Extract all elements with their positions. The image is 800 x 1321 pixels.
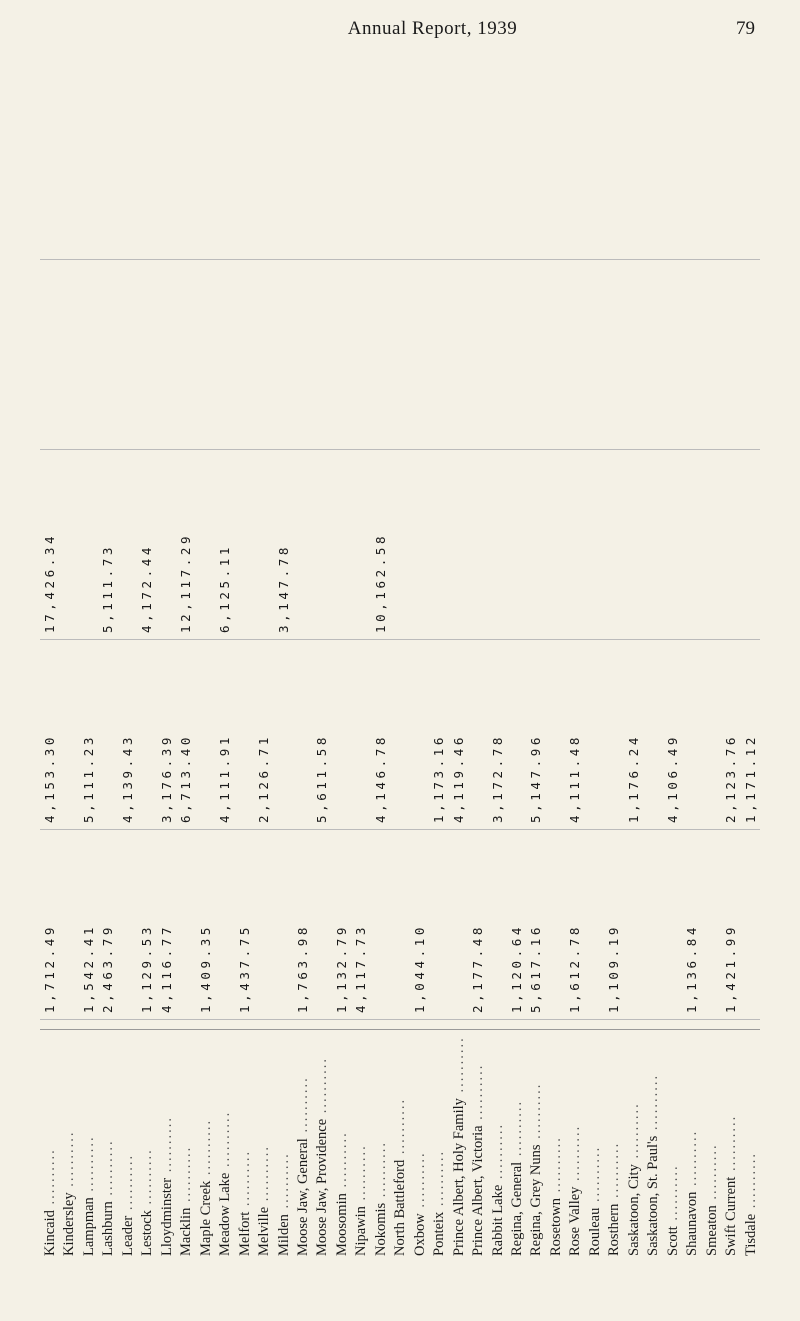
hospital-name-text: Swift Current: [723, 1176, 740, 1256]
figure-cell: 1,421.99: [723, 923, 739, 1013]
figure-cell: 1,120.64: [509, 923, 525, 1013]
hospital-name-text: Regina, Grey Nuns: [528, 1144, 545, 1256]
figure-cell: 3,147.78: [275, 543, 291, 633]
hospital-name: [390, 1034, 410, 1256]
leader-dots: ..........: [158, 1115, 175, 1178]
hospital-name-text: Macklin: [178, 1207, 195, 1256]
figure-cell: 4,111.48: [567, 733, 583, 823]
leader-dots: ..........: [100, 1139, 117, 1202]
figure-cell: 10,162.58: [372, 532, 388, 633]
hospital-name: [312, 1034, 332, 1256]
hospital-name-text: Kindersley: [61, 1192, 78, 1256]
hospital-name-text: Oxbow: [411, 1213, 428, 1256]
leader-dots: ..........: [236, 1149, 253, 1212]
leader-dots: ..........: [353, 1144, 370, 1207]
hospital-name: [254, 1034, 274, 1256]
hospital-name-text: Prince Albert, Holy Family: [450, 1098, 467, 1256]
hospital-name-text: Melville: [256, 1206, 273, 1256]
hospital-name-text: Rouleau: [586, 1207, 603, 1256]
hospital-name: [235, 1034, 255, 1256]
figure-cell: 5,611.58: [314, 733, 330, 823]
hospital-name-text: Saskatoon, City: [625, 1164, 642, 1256]
hospital-name: [565, 1034, 585, 1256]
figure-cell: 1,542.41: [80, 923, 96, 1013]
hospital-name-text: Tisdale: [742, 1213, 759, 1256]
figure-cell: 4,106.49: [664, 733, 680, 823]
leader-dots: ..........: [606, 1141, 623, 1204]
hospital-name: [351, 1034, 371, 1256]
hospital-name: [332, 1034, 352, 1256]
figure-cell: 2,177.48: [470, 923, 486, 1013]
hospital-name: [79, 1034, 99, 1256]
rotated-table-inner: [40, 60, 760, 1260]
hospital-name: [507, 1034, 527, 1256]
figure-cell: 4,139.43: [119, 733, 135, 823]
leader-dots: ..........: [42, 1148, 58, 1211]
figure-cell: 5,111.73: [100, 543, 116, 633]
hospital-name: [643, 1034, 663, 1256]
figure-cell: 1,129.53: [139, 923, 155, 1013]
hospital-name: [410, 1034, 430, 1256]
hospital-name: [624, 1034, 644, 1256]
hospital-name-text: Milden: [275, 1214, 292, 1256]
leader-dots: ..........: [586, 1145, 603, 1208]
leader-dots: ..........: [450, 1036, 467, 1099]
leader-dots: ..........: [178, 1145, 195, 1208]
figure-cell: 1,712.49: [42, 923, 57, 1013]
figure-cell: 4,117.73: [353, 923, 369, 1013]
figure-cell: 2,463.79: [100, 923, 116, 1013]
hospital-name-text: Maple Creek: [197, 1180, 214, 1256]
figure-cell: 5,147.96: [528, 733, 544, 823]
leader-dots: ..........: [392, 1097, 409, 1160]
figure-cell: 3,176.39: [158, 733, 174, 823]
figure-cell: 4,172.44: [139, 543, 155, 633]
leader-dots: ..........: [489, 1122, 506, 1185]
leader-dots: ..........: [80, 1135, 97, 1198]
leader-dots: ..........: [333, 1131, 350, 1194]
figure-column: [40, 261, 760, 450]
leader-dots: ..........: [256, 1144, 273, 1207]
hospital-name: [371, 1034, 391, 1256]
hospital-name-text: North Battleford: [392, 1159, 409, 1256]
figure-cell: 1,132.79: [333, 923, 349, 1013]
hospital-name-text: Scott: [664, 1226, 681, 1256]
leader-dots: ..........: [139, 1148, 156, 1211]
hospital-name: [449, 1034, 469, 1256]
hospital-name: [274, 1034, 294, 1256]
figures-area: [40, 70, 760, 1020]
figure-column: [40, 451, 760, 640]
leader-dots: ..........: [664, 1164, 681, 1227]
hospital-name-text: Ponteix: [431, 1211, 448, 1256]
hospital-name-text: Nokomis: [372, 1202, 389, 1256]
figure-cell: 4,119.46: [450, 733, 466, 823]
figure-cell: 1,171.12: [742, 733, 758, 823]
leader-dots: ..........: [470, 1063, 487, 1126]
leader-dots: ..........: [431, 1149, 448, 1212]
hospital-name-text: Kincaid: [42, 1210, 58, 1256]
rotated-table-wrapper: [40, 60, 760, 1260]
figure-cell: 1,437.75: [236, 923, 252, 1013]
hospital-name: [98, 1034, 118, 1256]
figure-cell: 1,173.16: [431, 733, 447, 823]
hospital-name: [215, 1034, 235, 1256]
hospital-name: [176, 1034, 196, 1256]
page-header: [110, 14, 755, 50]
hospital-name: [157, 1034, 177, 1256]
figure-cell: 1,612.78: [567, 923, 583, 1013]
hospital-name-text: Regina, General: [509, 1161, 526, 1256]
hospital-name: [585, 1034, 605, 1256]
figure-cell: 1,044.10: [411, 923, 427, 1013]
leader-dots: ..........: [197, 1118, 214, 1181]
leader-dots: ..........: [567, 1124, 584, 1187]
hospital-name: [196, 1034, 216, 1256]
figure-column: [40, 831, 760, 1020]
hospital-name: [663, 1034, 683, 1256]
hospital-name-text: Lampman: [80, 1197, 97, 1256]
leader-dots: ..........: [547, 1136, 564, 1198]
hospital-name-text: Lashburn: [100, 1201, 117, 1256]
leader-dots: ..........: [294, 1076, 311, 1139]
hospital-name: [546, 1034, 566, 1256]
hospital-name-text: Moose Jaw, Providence: [314, 1118, 331, 1256]
figure-cell: 4,111.91: [217, 733, 233, 823]
figure-cell: 1,176.24: [625, 733, 641, 823]
figure-cell: 1,136.84: [684, 923, 700, 1013]
hospital-name-text: Melfort: [236, 1211, 253, 1256]
leader-dots: ..........: [625, 1102, 642, 1165]
hospital-name-text: Smeaton: [703, 1205, 720, 1256]
figure-cell: 6,125.11: [217, 543, 233, 633]
figure-cell: 4,153.30: [42, 733, 57, 823]
hospital-name-text: Nipawin: [353, 1206, 370, 1256]
hospital-name-text: Moose Jaw, General: [294, 1138, 311, 1256]
hospital-name-text: Prince Albert, Victoria: [470, 1125, 487, 1256]
page-number: 79: [736, 18, 755, 39]
leader-dots: ..........: [314, 1056, 331, 1119]
leader-dots: ..........: [509, 1099, 526, 1162]
figure-cell: 12,117.29: [178, 532, 194, 633]
figure-cell: 5,617.16: [528, 923, 544, 1013]
hospital-name: [429, 1034, 449, 1256]
leader-dots: ..........: [411, 1151, 428, 1214]
hospital-name: [137, 1034, 157, 1256]
leader-dots: ..........: [61, 1130, 78, 1193]
leader-dots: ..........: [119, 1153, 136, 1216]
leader-dots: ..........: [372, 1140, 389, 1203]
hospital-name: [488, 1034, 508, 1256]
hospital-name: [721, 1034, 741, 1256]
hospital-name: [741, 1034, 761, 1256]
hospital-name-text: Rabbit Lake: [489, 1184, 506, 1256]
figure-cell: 5,111.23: [80, 733, 96, 823]
hospital-name-text: Rose Valley: [567, 1186, 584, 1256]
figure-cell: 1,763.98: [294, 923, 310, 1013]
figure-cell: 6,713.40: [178, 733, 194, 823]
figure-cell: 1,109.19: [606, 923, 622, 1013]
hospital-name: [526, 1034, 546, 1256]
hospital-name-column: [40, 1029, 760, 1260]
hospital-name-text: Moosomin: [333, 1193, 350, 1256]
figure-cell: 4,116.77: [158, 923, 174, 1013]
figure-cell: 17,426.34: [42, 532, 57, 633]
hospital-name: [118, 1034, 138, 1256]
hospital-name: [293, 1034, 313, 1256]
page-title: Annual Report, 1939: [347, 18, 518, 39]
hospital-name: [604, 1034, 624, 1256]
hospital-name-text: Saskatoon, St. Paul's: [645, 1135, 662, 1256]
hospital-name-text: Shaunavon: [684, 1191, 701, 1256]
leader-dots: ..........: [528, 1082, 545, 1145]
figure-cell: 4,146.78: [372, 733, 388, 823]
leader-dots: ..........: [703, 1143, 720, 1206]
hospital-name-text: Rosthern: [606, 1203, 623, 1256]
hospital-name-text: Meadow Lake: [217, 1172, 234, 1256]
hospital-name: [468, 1034, 488, 1256]
financial-table: [40, 60, 760, 1260]
figure-column: [40, 71, 760, 260]
leader-dots: ..........: [742, 1151, 759, 1214]
hospital-name: [682, 1034, 702, 1256]
figure-column: [40, 641, 760, 830]
leader-dots: ..........: [684, 1129, 701, 1192]
hospital-name: [40, 1034, 60, 1256]
figure-cell: 1,409.35: [197, 923, 213, 1013]
leader-dots: ..........: [217, 1110, 234, 1173]
figure-cell: 2,126.71: [256, 733, 272, 823]
hospital-name-text: Leader: [119, 1215, 136, 1256]
figure-cell: 3,172.78: [489, 733, 505, 823]
leader-dots: ..........: [645, 1073, 662, 1136]
hospital-name-text: Lloydminster: [158, 1177, 175, 1256]
hospital-name-text: Rosetown: [547, 1198, 564, 1256]
leader-dots: ..........: [723, 1114, 740, 1177]
leader-dots: ..........: [275, 1152, 292, 1215]
figure-cell: 2,123.76: [723, 733, 739, 823]
hospital-name: [59, 1034, 79, 1256]
hospital-name: [702, 1034, 722, 1256]
hospital-name-text: Lestock: [139, 1210, 156, 1256]
